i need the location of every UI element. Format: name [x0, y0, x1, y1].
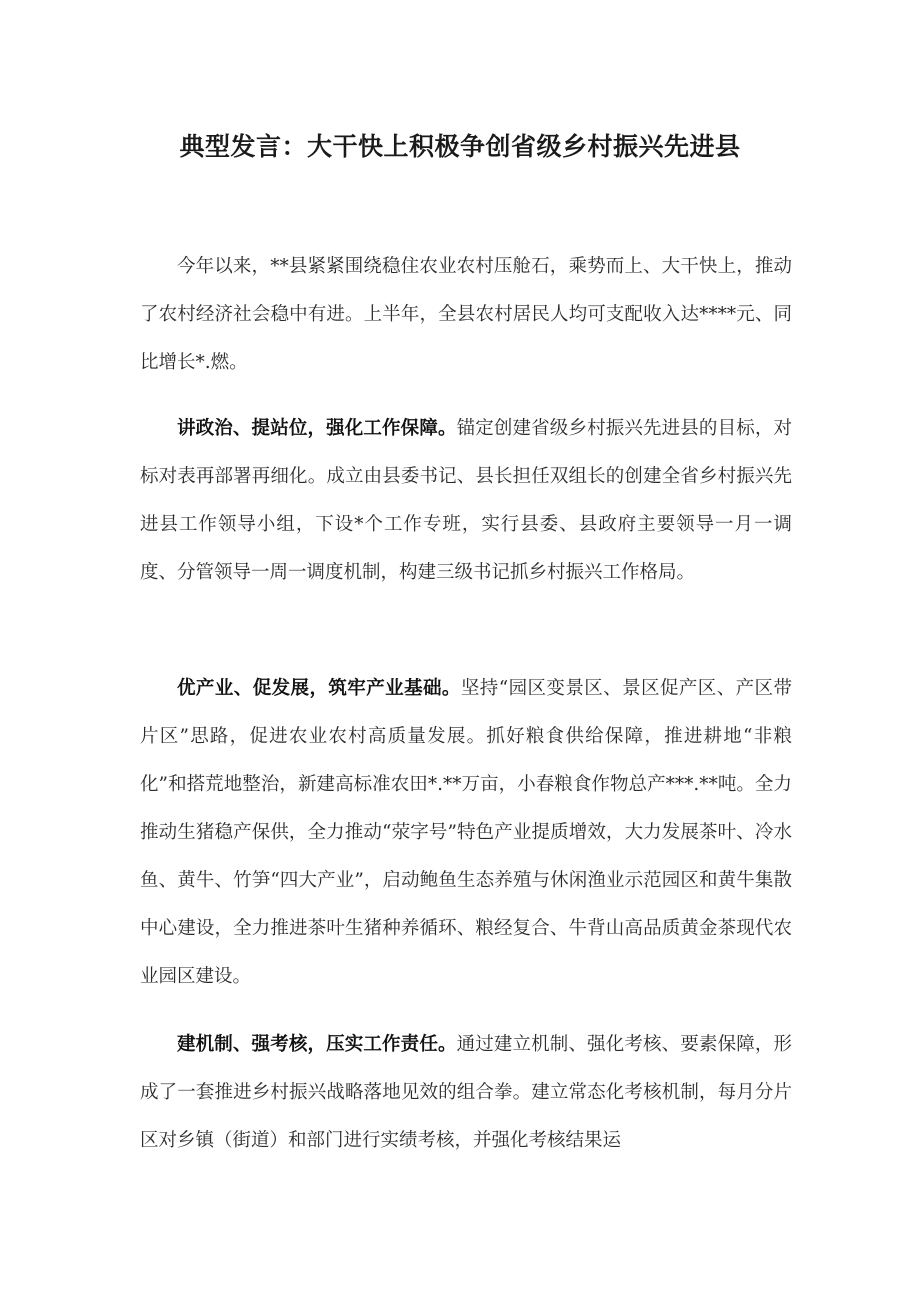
paragraph-intro	[140, 243, 792, 387]
paragraph-politics	[140, 405, 792, 597]
paragraph-mechanism	[140, 1021, 792, 1165]
paragraph-politics-body: 锚定创建省级乡村振兴先进县的目标，对标对表再部署再细化。成立由县委书记、县长担任双组长的创建全省乡村振兴先进县工作领导小组，下设*个工作专班，实行县委、县政府主要领导一月一调度、分管领导一周一调度机制，构建三级书记抓乡村振兴工作格局。	[140, 418, 792, 583]
paragraph-industry-body: 坚持“园区变景区、景区促产区、产区带片区”思路，促进农业农村高质量发展。抓好粮食供给保障，推进耕地“非粮化”和搭荒地整治，新建高标准农田*.**万亩，小春粮食作物总产***.**吨。全力推动生猪稳产保供，全力推动“荥字号”特色产业提质增效，大力发展茶叶、冷水鱼、黄牛、竹笋“四大产业”，启动鲍鱼生态养殖与休闲渔业示范园区和黄牛集散中心建设，全力推进茶叶生猪种养循环、粮经复合、牛背山高品质黄金茶现代农业园区建设。	[140, 678, 792, 987]
paragraph-industry	[140, 665, 792, 1001]
paragraph-politics-lead: 讲政治、提站位，强化工作保障。	[177, 418, 457, 439]
paragraph-mechanism-body: 通过建立机制、强化考核、要素保障，形成了一套推进乡村振兴战略落地见效的组合拳。建立常态化考核机制，每月分片区对乡镇（街道）和部门进行实绩考核，并强化考核结果运	[140, 1034, 792, 1151]
paragraph-mechanism-lead: 建机制、强考核，压实工作责任。	[177, 1034, 457, 1055]
paragraph-intro-body: 今年以来，**县紧紧围绕稳住农业农村压舱石，乘势而上、大干快上，推动了农村经济社会稳中有进。上半年，全县农村居民人均可支配收入达****元、同比增长*.燃。	[140, 256, 792, 373]
paragraph-industry-lead: 优产业、促发展，筑牢产业基础。	[177, 678, 461, 699]
document-title: 典型发言：大干快上积极争创省级乡村振兴先进县	[179, 131, 741, 161]
